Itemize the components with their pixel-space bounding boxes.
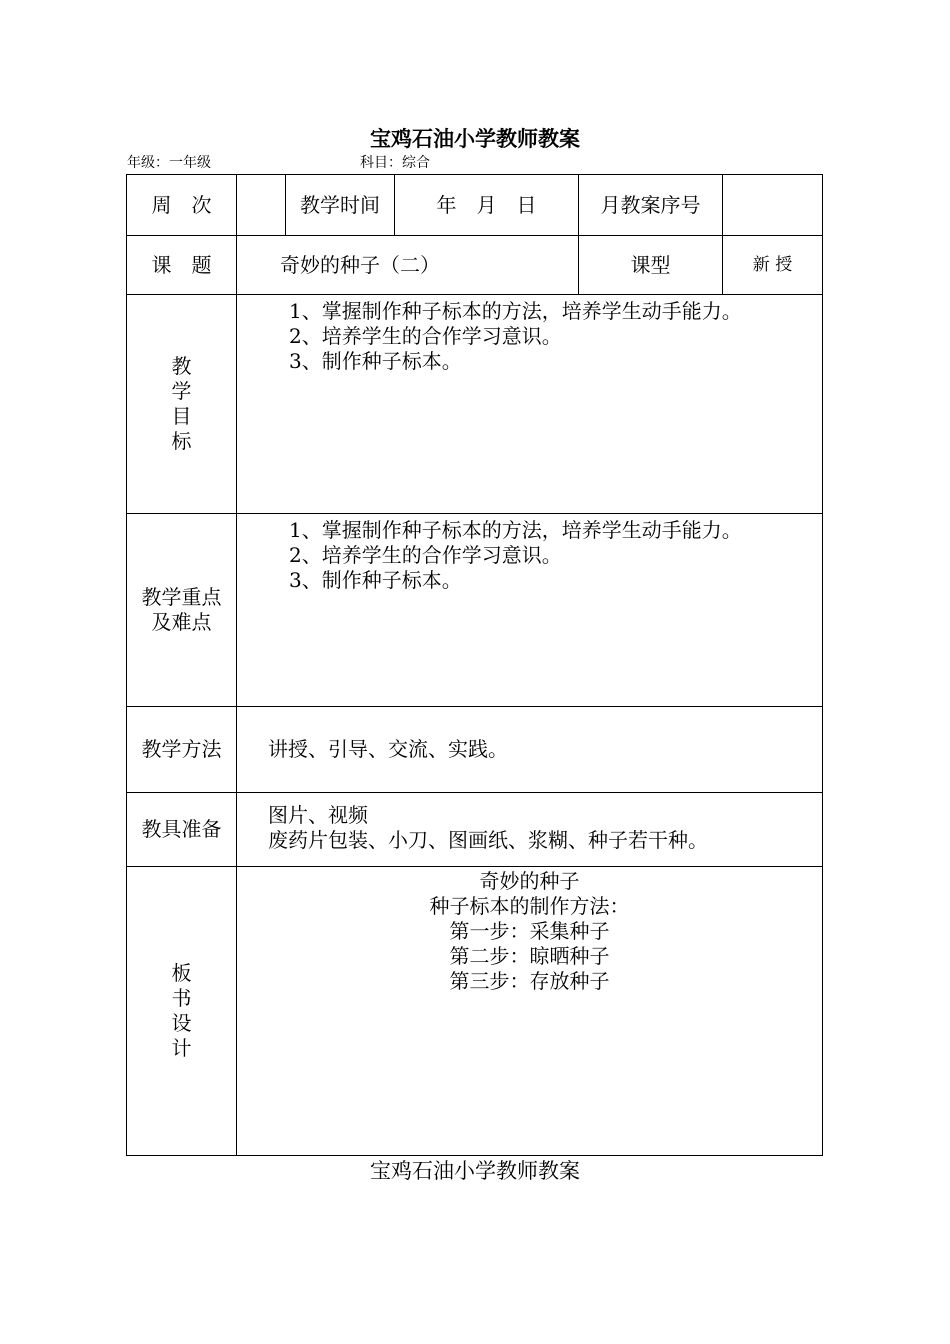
topic-value-cell	[237, 236, 579, 295]
goal-item: 1、掌握制作种子标本的方法，培养学生动手能力。	[289, 299, 742, 323]
goal-item: 3、制作种子标本。	[289, 349, 462, 373]
topic-label-cell	[127, 236, 237, 295]
method-value: 讲授、引导、交流、实践。	[268, 737, 508, 761]
footer-title: 宝鸡石油小学教师教案	[370, 1159, 580, 1183]
board-line: 奇妙的种子	[479, 869, 580, 893]
seq-label: 月教案序号	[600, 192, 701, 217]
tools-line: 废药片包装、小刀、图画纸、浆糊、种子若干种。	[268, 828, 708, 852]
tools-label: 教具准备	[141, 817, 222, 841]
goals-label-cell	[127, 295, 237, 514]
topic-label: 课 题	[151, 252, 212, 277]
keypoint-item: 3、制作种子标本。	[289, 568, 462, 592]
type-value-cell	[723, 236, 822, 295]
board-line: 第一步：采集种子	[449, 919, 610, 943]
keypoint-item: 2、培养学生的合作学习意识。	[289, 543, 562, 567]
date-cell	[395, 175, 579, 236]
date-value: 年 月 日	[436, 192, 537, 217]
time-label: 教学时间	[300, 192, 380, 217]
tools-content-cell	[237, 793, 822, 867]
time-label-cell	[286, 175, 395, 236]
grade-label: 年级：一年级	[127, 155, 211, 171]
tools-line: 图片、视频	[268, 803, 368, 827]
week-value-cell	[237, 175, 286, 236]
subject-label: 科目：综合	[360, 155, 430, 171]
board-label: 板 书 设 计	[171, 961, 192, 1060]
method-content-cell	[237, 707, 822, 793]
seq-value-cell	[723, 175, 822, 236]
week-label-cell	[127, 175, 237, 236]
goals-content-cell	[237, 295, 822, 514]
keypoints-label-cell	[127, 514, 237, 707]
week-label: 周 次	[151, 192, 212, 217]
board-line: 种子标本的制作方法：	[429, 894, 630, 918]
page-title: 宝鸡石油小学教师教案	[370, 127, 580, 151]
board-line: 第三步：存放种子	[449, 969, 610, 993]
keypoints-label: 教学重点 及难点	[141, 585, 222, 634]
keypoint-item: 1、掌握制作种子标本的方法，培养学生动手能力。	[289, 518, 742, 542]
type-label-cell	[579, 236, 723, 295]
topic-value: 奇妙的种子（二）	[280, 252, 440, 277]
lesson-plan-table	[126, 174, 823, 1156]
seq-label-cell	[579, 175, 723, 236]
keypoints-content-cell	[237, 514, 822, 707]
goal-item: 2、培养学生的合作学习意识。	[289, 324, 562, 348]
board-line: 第二步：晾晒种子	[449, 944, 610, 968]
type-value: 新 授	[752, 254, 793, 275]
tools-label-cell	[127, 793, 237, 867]
goals-label: 教 学 目 标	[171, 354, 192, 453]
board-content-cell	[237, 867, 822, 1155]
type-label: 课型	[630, 252, 671, 277]
method-label-cell	[127, 707, 237, 793]
method-label: 教学方法	[141, 737, 222, 761]
board-label-cell	[127, 867, 237, 1155]
